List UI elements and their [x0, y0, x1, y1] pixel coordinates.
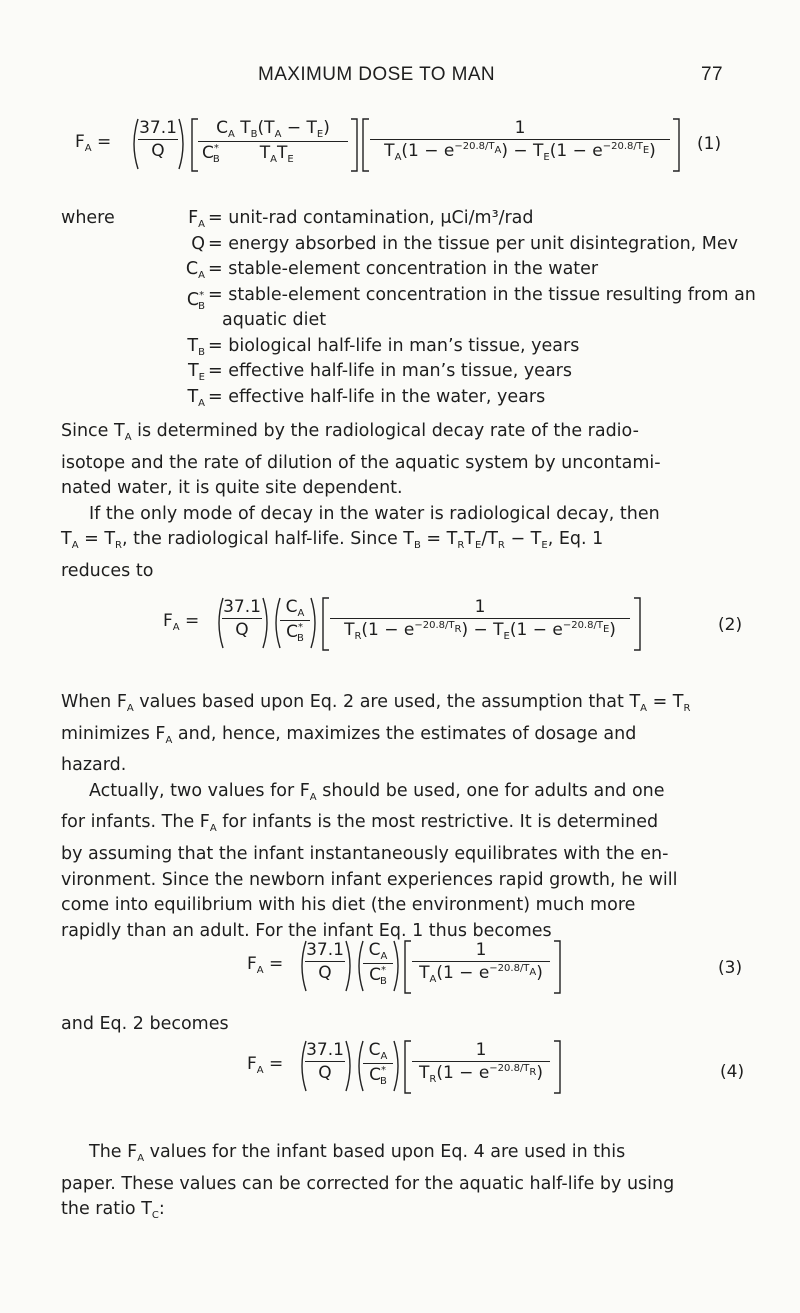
- paragraph-infant: When $F_A$ values based upon Eq. 2 are used, the assumption that $T_A = T_R$ minimizes $F_A$ and, hence, maximizes the estimates of dosage and hazard. Actually, two values for $F_A$ should be used, one for adults and one for infants. The $F_A$ for infants is the most restrictive. It is determined by assuming that the infant instantaneously equilibrates with the en- vironment. Since the newborn infant experiences rapid growth, he will come into equilibrium with his diet (the environment) much more rapidly than an adult. For the infant Eq. 1 thus becomes: [61, 692, 691, 941]
- definition-text: = unit-rad contamination, μCi/m³/rad: [208, 208, 534, 228]
- definition-symbol: Q: [191, 233, 205, 254]
- definition-text: = stable-element concentration in the water: [208, 259, 599, 279]
- definition-text: = effective half-life in man’s tissue, years: [208, 361, 572, 381]
- definition-text: aquatic diet: [222, 310, 327, 330]
- running-header: [0, 64, 800, 94]
- eq2-frac-2: $C_A$ $C^*_B$: [280, 597, 310, 644]
- where-label: where: [61, 208, 115, 228]
- bracket-right: [552, 940, 562, 994]
- equation-2: $F_A$ = 37.1 Q $C_A$ $C^*_B$ 1 $T_R(1 - e^{-20.8/T_R}) - T_E(1 - e^{-20.8/T_E})$ (2): [0, 597, 800, 657]
- eq1-frac-3: 1 $T_A(1 - e^{-20.8/T_A}) - T_E(1 - e^{-20.8/T_E})$: [370, 118, 670, 163]
- definition-symbol: $T_E$: [187, 361, 205, 383]
- bracket-right: [632, 597, 642, 651]
- eq1-frac-2: $C_A$ $T_B(T_A - T_E)$ $C^*_B$ $T_AT_E$: [198, 118, 348, 165]
- page-number: 77: [701, 64, 723, 85]
- paren-right: [309, 597, 321, 649]
- eq2-frac-1: 37.1 Q: [223, 597, 261, 640]
- equation-number: (2): [718, 615, 743, 635]
- eq4-frac-3: 1 $T_R(1 - e^{-20.8/T_R})$: [412, 1040, 550, 1085]
- definition-symbol: $T_A$: [187, 386, 205, 409]
- definition-row: [0, 206, 800, 232]
- definition-symbol: $F_A$: [188, 208, 205, 230]
- eq4-frac-2: $C_A$ $C^*_B$: [363, 1040, 393, 1087]
- equation-4: $F_A$ = 37.1 Q $C_A$ $C^*_B$ 1 $T_R(1 - e^{-20.8/T_R})$ (4): [0, 1040, 800, 1100]
- equation-number: (1): [697, 134, 722, 154]
- equation-number: (4): [720, 1062, 745, 1082]
- definition-symbol: $C^*_B$: [186, 289, 205, 312]
- definition-row: [0, 334, 800, 360]
- paren-right: [177, 118, 189, 170]
- eq3-frac-1: 37.1 Q: [306, 940, 344, 983]
- bracket-right: [349, 118, 359, 172]
- definition-symbol: $C_A$: [185, 259, 205, 281]
- bracket-right: [671, 118, 681, 172]
- definition-row: [0, 385, 800, 411]
- eq1-lhs: $F_A$ =: [75, 132, 112, 154]
- paragraph-site-dependence: Since $T_A$ is determined by the radiological decay rate of the radio- isotope and the rate of dilution of the aquatic system by uncontami- nated water, it is quite site dependent. If the only mode of decay in the water is radiological decay, then $T_A = T_R$, the radiological half-life. Since $T_B = T_RT_E/T_R - T_E$, Eq. 1 reduces to: [61, 421, 661, 581]
- definition-row: [0, 283, 800, 312]
- eq3-frac-3: 1 $T_A(1 - e^{-20.8/T_A})$: [412, 940, 550, 985]
- definition-row: [0, 232, 800, 258]
- definition-symbol: $T_B$: [187, 335, 205, 358]
- equation-3: $F_A$ = 37.1 Q $C_A$ $C^*_B$ 1 $T_A(1 - e^{-20.8/T_A})$ (3): [0, 940, 800, 1000]
- eq4-frac-1: 37.1 Q: [306, 1040, 344, 1083]
- paragraph-correction: The $F_A$ values for the infant based upon Eq. 4 are used in this paper. These values can be corrected for the aquatic half-life by using the ratio $T_C$:: [61, 1142, 675, 1222]
- equation-1: [0, 118, 800, 178]
- eq2-frac-3: 1 $T_R(1 - e^{-20.8/T_R}) - T_E(1 - e^{-20.8/T_E})$: [330, 597, 630, 642]
- eq3-frac-2: $C_A$ $C^*_B$: [363, 940, 393, 987]
- definition-row: [0, 308, 800, 334]
- running-title: MAXIMUM DOSE TO MAN: [258, 64, 496, 85]
- definition-text: = energy absorbed in the tissue per unit disintegration, Mev: [208, 233, 739, 254]
- definition-text: = stable-element concentration in the tissue resulting from an: [208, 284, 756, 305]
- bracket-right: [552, 1040, 562, 1094]
- eq1-frac-1: 37.1 Q: [139, 118, 177, 161]
- and-line: and Eq. 2 becomes: [61, 1014, 229, 1034]
- definition-row: [0, 257, 800, 283]
- equation-number: (3): [718, 958, 743, 978]
- definition-row: [0, 359, 800, 385]
- definition-text: = biological half-life in man’s tissue, years: [208, 335, 580, 356]
- definition-text: = effective half-life in the water, years: [208, 386, 546, 407]
